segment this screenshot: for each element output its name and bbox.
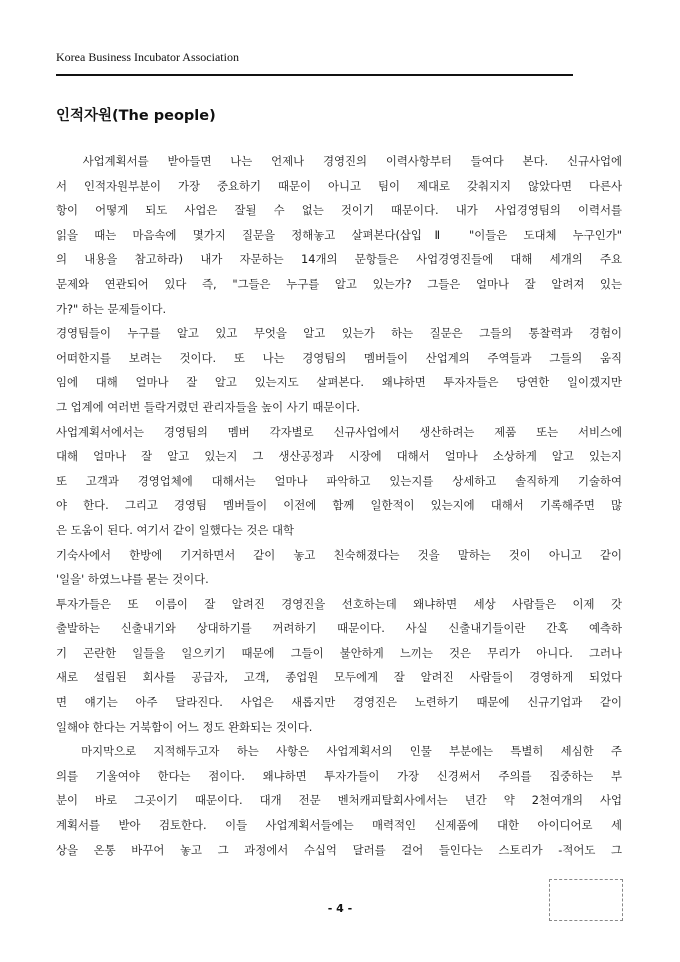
running-header: Korea Business Incubator Association <box>56 50 239 64</box>
text-line: 그 업계에 여러번 들락거렸던 관리자들을 높이 사기 때문이다. <box>56 399 361 414</box>
text-line: '일을' 하였느냐를 묻는 것이다. <box>56 572 209 587</box>
text-line: 일해야 한다는 거북함이 어느 정도 완화되는 것이다. <box>56 719 313 734</box>
text-line: 가?" 하는 문제들이다. <box>56 301 167 316</box>
text-line: 은 도움이 된다. 여기서 같이 일했다는 것은 대학 <box>56 522 295 537</box>
text-line: 면 얘기는 아주 달라진다. 사업은 새롭지만 경영진은 노련하기 때문에 신규기업과 같이 <box>56 695 622 710</box>
text-line: 경영팀들이 누구를 알고 있고 무엇을 알고 있는가 하는 질문은 그들의 통찰력과 경험이 <box>56 326 622 341</box>
text-line: 기 곤란한 일들을 일으키기 때문에 그들이 불안하게 느끼는 것은 무리가 아니다. 그러나 <box>56 645 622 660</box>
text-line: 투자가들은 또 이름이 잘 알려진 경영진을 선호하는데 왜냐하면 세상 사람들은 이제 갓 <box>56 596 622 611</box>
text-line: 계획서를 받아 검토한다. 이들 사업계획서들에는 매력적인 신제품에 대한 아이디어로 세 <box>56 818 622 833</box>
header-divider <box>56 74 573 76</box>
body-text <box>56 149 622 862</box>
text-line: 새로 설립된 회사를 공급자, 고객, 종업원 모두에게 잘 알려진 사람들이 경영하게 되었다 <box>56 670 622 685</box>
text-line: 문제와 연관되어 있다 즉, "그들은 누구를 알고 있는가? 그들은 얼마나 잘 알려져 있는 <box>56 276 622 291</box>
text-line: 대해 얼마나 잘 알고 있는지 그 생산공정과 시장에 대해서 얼마나 소상하게 알고 있는지 <box>56 449 622 464</box>
text-line: 야 한다. 그리고 경영팀 멤버들이 이전에 함께 일한적이 있는지에 대해서 기록해주면 많 <box>56 498 622 513</box>
text-line: 사업계획서에서는 경영팀의 멤버 각자별로 신규사업에서 생산하려는 제품 또는 서비스에 <box>56 424 622 439</box>
text-line: 분이 바로 그곳이기 때문이다. 대개 전문 벤처캐피탈회사에서는 년간 약 2천여개의 사업 <box>56 793 622 808</box>
text-line: 사업계획서를 받아들면 나는 언제나 경영진의 이력사항부터 들여다 본다. 신규사업에 <box>56 154 622 168</box>
text-line: 출발하는 신출내기와 상대하기를 꺼려하기 때문이다. 사실 신출내기들이란 간혹 예측하 <box>56 621 622 636</box>
text-line: 기숙사에서 한방에 기거하면서 같이 놓고 친숙해졌다는 것을 말하는 것이 아니고 같이 <box>56 547 622 562</box>
text-line: 의를 기울여야 한다는 점이다. 왜냐하면 투자가들이 가장 신경써서 주의를 집중하는 부 <box>56 768 622 783</box>
text-line: 의 내용을 참고하라) 내가 자문하는 14개의 문항들은 사업경영진들에 대해 세개의 주요 <box>56 252 622 267</box>
text-line: 항이 어떻게 되도 사업은 잘될 수 없는 것이기 때문이다. 내가 사업경영팀의 이력서를 <box>56 203 622 218</box>
section-title: 인적자원(The people) <box>56 108 216 124</box>
text-line: 상을 온통 바꾸어 놓고 그 과정에서 수십억 달러를 걸어 들인다는 스토리가 -적어도 그 <box>56 842 622 857</box>
text-line: 마지막으로 지적해두고자 하는 사항은 사업계획서의 인물 부분에는 특별히 세심한 주 <box>56 744 622 759</box>
text-line: 임에 대해 얼마나 잘 알고 있는지도 살펴본다. 왜냐하면 투자자들은 당연한 일이겠지만 <box>56 375 622 390</box>
text-line: 어떠한지를 보려는 것이다. 또 나는 경영팀의 멤버들이 산업계의 주역들과 그들의 움직 <box>56 350 622 365</box>
stamp-placeholder-box <box>549 879 623 921</box>
text-line: 또 고객과 경영업체에 대해서는 얼마나 파악하고 있는지를 상세하고 솔직하게 기술하여 <box>56 473 622 488</box>
text-line: 읽을 때는 마음속에 몇가지 질문을 정해놓고 살펴본다(삽입Ⅱ "이들은 도대체 누구인가" <box>56 227 622 242</box>
text-line: 서 인적자원부분이 가장 중요하기 때문이 아니고 팀이 제대로 갖춰지지 않았다면 다른사 <box>56 178 622 193</box>
page-number: - 4 - <box>327 902 353 915</box>
